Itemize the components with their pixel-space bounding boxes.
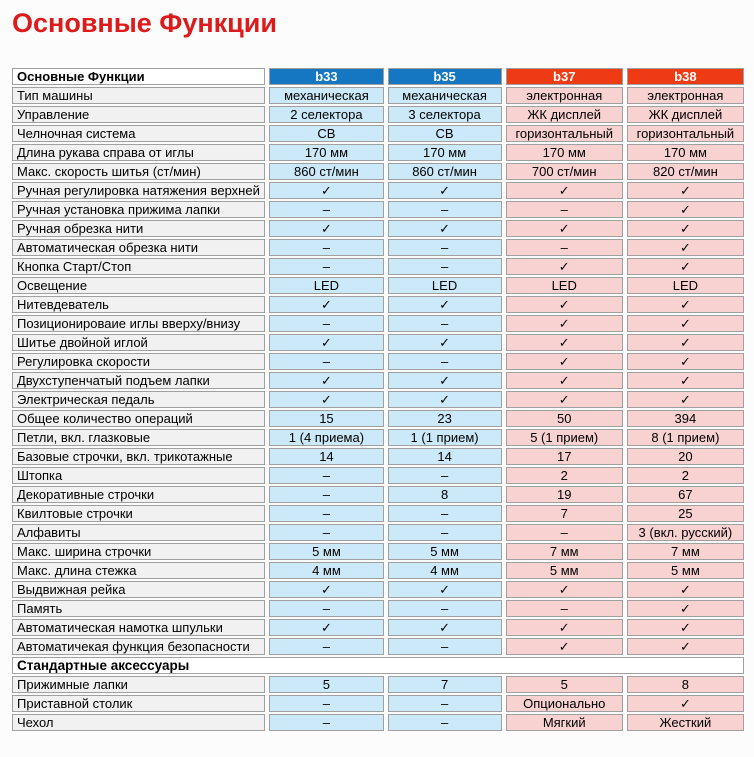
value-cell: Жесткий	[627, 714, 744, 731]
value-cell: электронная	[506, 87, 623, 104]
comparison-table-body	[12, 87, 744, 731]
value-cell: –	[269, 239, 383, 256]
value-cell: Мягкий	[506, 714, 623, 731]
value-cell: механическая	[388, 87, 502, 104]
value-cell: ✓	[388, 334, 502, 351]
value-cell: ✓	[269, 619, 383, 636]
value-cell: ✓	[627, 182, 744, 199]
value-cell: 67	[627, 486, 744, 503]
value-cell: СВ	[269, 125, 383, 142]
value-cell: ✓	[506, 296, 623, 313]
value-cell: 7 мм	[506, 543, 623, 560]
value-cell: ✓	[627, 334, 744, 351]
table-row	[12, 429, 744, 446]
value-cell: 5 мм	[506, 562, 623, 579]
row-label: Челночная система	[12, 125, 265, 142]
header-row	[12, 68, 744, 85]
value-cell: 5 мм	[269, 543, 383, 560]
value-cell: 50	[506, 410, 623, 427]
value-cell: –	[269, 353, 383, 370]
row-label: Штопка	[12, 467, 265, 484]
value-cell: –	[269, 695, 383, 712]
table-row	[12, 619, 744, 636]
value-cell: –	[269, 524, 383, 541]
value-cell: ✓	[388, 220, 502, 237]
value-cell: ✓	[506, 372, 623, 389]
value-cell: ЖК дисплей	[627, 106, 744, 123]
row-label: Декоративные строчки	[12, 486, 265, 503]
value-cell: 7	[506, 505, 623, 522]
row-label: Квилтовые строчки	[12, 505, 265, 522]
value-cell: 3 (вкл. русский)	[627, 524, 744, 541]
value-cell: –	[388, 600, 502, 617]
value-cell: –	[388, 695, 502, 712]
table-row	[12, 277, 744, 294]
value-cell: –	[506, 524, 623, 541]
value-cell: ✓	[506, 315, 623, 332]
value-cell: –	[269, 638, 383, 655]
value-cell: 5 (1 прием)	[506, 429, 623, 446]
value-cell: 19	[506, 486, 623, 503]
value-cell: ✓	[506, 581, 623, 598]
value-cell: –	[388, 258, 502, 275]
value-cell: ✓	[627, 372, 744, 389]
table-row	[12, 410, 744, 427]
row-label: Управление	[12, 106, 265, 123]
value-cell: ✓	[269, 296, 383, 313]
value-cell: –	[388, 315, 502, 332]
table-row	[12, 258, 744, 275]
table-row	[12, 239, 744, 256]
row-label: Тип машины	[12, 87, 265, 104]
row-label: Алфавиты	[12, 524, 265, 541]
value-cell: 7 мм	[627, 543, 744, 560]
value-cell: ✓	[506, 619, 623, 636]
value-cell: ✓	[506, 638, 623, 655]
row-label: Память	[12, 600, 265, 617]
value-cell: 8	[627, 676, 744, 693]
value-cell: 25	[627, 505, 744, 522]
value-cell: ✓	[627, 619, 744, 636]
table-row	[12, 144, 744, 161]
value-cell: –	[269, 258, 383, 275]
value-cell: механическая	[269, 87, 383, 104]
value-cell: ✓	[388, 391, 502, 408]
value-cell: ✓	[506, 391, 623, 408]
value-cell: ✓	[269, 372, 383, 389]
table-row	[12, 296, 744, 313]
value-cell: 20	[627, 448, 744, 465]
value-cell: ✓	[269, 391, 383, 408]
row-label: Прижимные лапки	[12, 676, 265, 693]
row-label: Чехол	[12, 714, 265, 731]
value-cell: –	[269, 486, 383, 503]
row-label: Макс. скорость шитья (ст/мин)	[12, 163, 265, 180]
value-cell: ✓	[506, 258, 623, 275]
column-header-b33: b33	[269, 68, 383, 85]
value-cell: ✓	[627, 258, 744, 275]
value-cell: –	[506, 239, 623, 256]
value-cell: горизонтальный	[627, 125, 744, 142]
row-label: Шитье двойной иглой	[12, 334, 265, 351]
value-cell: –	[388, 505, 502, 522]
row-label: Ручная обрезка нити	[12, 220, 265, 237]
value-cell: 3 селектора	[388, 106, 502, 123]
value-cell: ✓	[388, 372, 502, 389]
value-cell: 5 мм	[627, 562, 744, 579]
value-cell: ✓	[627, 201, 744, 218]
table-row	[12, 391, 744, 408]
value-cell: ✓	[627, 353, 744, 370]
table-row	[12, 638, 744, 655]
table-row	[12, 695, 744, 712]
value-cell: LED	[506, 277, 623, 294]
table-row	[12, 334, 744, 351]
value-cell: горизонтальный	[506, 125, 623, 142]
column-header-b37: b37	[506, 68, 623, 85]
value-cell: 7	[388, 676, 502, 693]
value-cell: –	[388, 201, 502, 218]
table-row	[12, 562, 744, 579]
row-label: Освещение	[12, 277, 265, 294]
value-cell: 860 ст/мин	[269, 163, 383, 180]
value-cell: 1 (1 прием)	[388, 429, 502, 446]
value-cell: –	[269, 201, 383, 218]
value-cell: –	[388, 467, 502, 484]
value-cell: LED	[388, 277, 502, 294]
value-cell: LED	[627, 277, 744, 294]
value-cell: –	[269, 467, 383, 484]
value-cell: ✓	[506, 353, 623, 370]
value-cell: ✓	[388, 296, 502, 313]
table-row	[12, 714, 744, 731]
row-label: Двухступенчатый подъем лапки	[12, 372, 265, 389]
section-row	[12, 657, 744, 674]
value-cell: 394	[627, 410, 744, 427]
section-label: Стандартные аксессуары	[12, 657, 744, 674]
value-cell: ✓	[627, 220, 744, 237]
value-cell: 8	[388, 486, 502, 503]
value-cell: ✓	[388, 182, 502, 199]
value-cell: –	[388, 353, 502, 370]
row-label: Макс. длина стежка	[12, 562, 265, 579]
value-cell: 14	[388, 448, 502, 465]
value-cell: ✓	[627, 638, 744, 655]
table-row	[12, 543, 744, 560]
value-cell: ✓	[506, 182, 623, 199]
value-cell: 4 мм	[269, 562, 383, 579]
row-label: Длина рукава справа от иглы	[12, 144, 265, 161]
corner-header-cell: Основные Функции	[12, 68, 265, 85]
value-cell: 8 (1 прием)	[627, 429, 744, 446]
value-cell: ✓	[627, 296, 744, 313]
row-label: Позиционироваие иглы вверху/внизу	[12, 315, 265, 332]
value-cell: –	[388, 239, 502, 256]
value-cell: 2	[627, 467, 744, 484]
value-cell: 2 селектора	[269, 106, 383, 123]
value-cell: 170 мм	[388, 144, 502, 161]
table-row	[12, 106, 744, 123]
table-row	[12, 600, 744, 617]
value-cell: ✓	[627, 695, 744, 712]
table-row	[12, 372, 744, 389]
value-cell: 170 мм	[627, 144, 744, 161]
value-cell: ✓	[627, 315, 744, 332]
value-cell: 5	[506, 676, 623, 693]
row-label: Автоматическая намотка шпульки	[12, 619, 265, 636]
value-cell: 5	[269, 676, 383, 693]
table-row	[12, 163, 744, 180]
value-cell: Опционально	[506, 695, 623, 712]
value-cell: электронная	[627, 87, 744, 104]
value-cell: ✓	[506, 334, 623, 351]
table-row	[12, 581, 744, 598]
row-label: Макс. ширина строчки	[12, 543, 265, 560]
value-cell: –	[269, 315, 383, 332]
value-cell: –	[388, 638, 502, 655]
value-cell: ✓	[506, 220, 623, 237]
value-cell: ЖК дисплей	[506, 106, 623, 123]
table-row	[12, 182, 744, 199]
value-cell: ✓	[627, 581, 744, 598]
value-cell: 2	[506, 467, 623, 484]
value-cell: –	[269, 714, 383, 731]
row-label: Общее количество операций	[12, 410, 265, 427]
table-row	[12, 353, 744, 370]
value-cell: LED	[269, 277, 383, 294]
table-row	[12, 524, 744, 541]
column-header-b38: b38	[627, 68, 744, 85]
table-row	[12, 448, 744, 465]
value-cell: ✓	[388, 619, 502, 636]
row-label: Нитевдеватель	[12, 296, 265, 313]
value-cell: 170 мм	[269, 144, 383, 161]
table-row	[12, 676, 744, 693]
value-cell: –	[506, 600, 623, 617]
value-cell: 15	[269, 410, 383, 427]
table-row	[12, 125, 744, 142]
value-cell: ✓	[627, 391, 744, 408]
row-label: Регулировка скорости	[12, 353, 265, 370]
value-cell: 23	[388, 410, 502, 427]
value-cell: 4 мм	[388, 562, 502, 579]
value-cell: СВ	[388, 125, 502, 142]
value-cell: 14	[269, 448, 383, 465]
comparison-table	[8, 66, 748, 733]
table-row	[12, 220, 744, 237]
value-cell: ✓	[269, 581, 383, 598]
row-label: Электрическая педаль	[12, 391, 265, 408]
row-label: Ручная регулировка натяжения верхней	[12, 182, 265, 199]
value-cell: 17	[506, 448, 623, 465]
page-title: Основные Функции	[12, 8, 277, 38]
row-label: Автоматичекая функция безопасности	[12, 638, 265, 655]
table-row	[12, 201, 744, 218]
value-cell: 700 ст/мин	[506, 163, 623, 180]
value-cell: –	[388, 714, 502, 731]
column-header-b35: b35	[388, 68, 502, 85]
value-cell: 5 мм	[388, 543, 502, 560]
table-row	[12, 315, 744, 332]
row-label: Петли, вкл. глазковые	[12, 429, 265, 446]
value-cell: 860 ст/мин	[388, 163, 502, 180]
value-cell: –	[388, 524, 502, 541]
row-label: Выдвижная рейка	[12, 581, 265, 598]
row-label: Кнопка Старт/Стоп	[12, 258, 265, 275]
value-cell: –	[269, 600, 383, 617]
row-label: Приставной столик	[12, 695, 265, 712]
row-label: Базовые строчки, вкл. трикотажные	[12, 448, 265, 465]
value-cell: ✓	[269, 334, 383, 351]
row-label: Автоматическая обрезка нити	[12, 239, 265, 256]
value-cell: ✓	[627, 239, 744, 256]
table-row	[12, 486, 744, 503]
value-cell: ✓	[388, 581, 502, 598]
value-cell: ✓	[627, 600, 744, 617]
value-cell: –	[269, 505, 383, 522]
table-row	[12, 467, 744, 484]
value-cell: –	[506, 201, 623, 218]
value-cell: 170 мм	[506, 144, 623, 161]
value-cell: ✓	[269, 220, 383, 237]
value-cell: 820 ст/мин	[627, 163, 744, 180]
row-label: Ручная установка прижима лапки	[12, 201, 265, 218]
value-cell: ✓	[269, 182, 383, 199]
table-row	[12, 87, 744, 104]
value-cell: 1 (4 приема)	[269, 429, 383, 446]
table-row	[12, 505, 744, 522]
